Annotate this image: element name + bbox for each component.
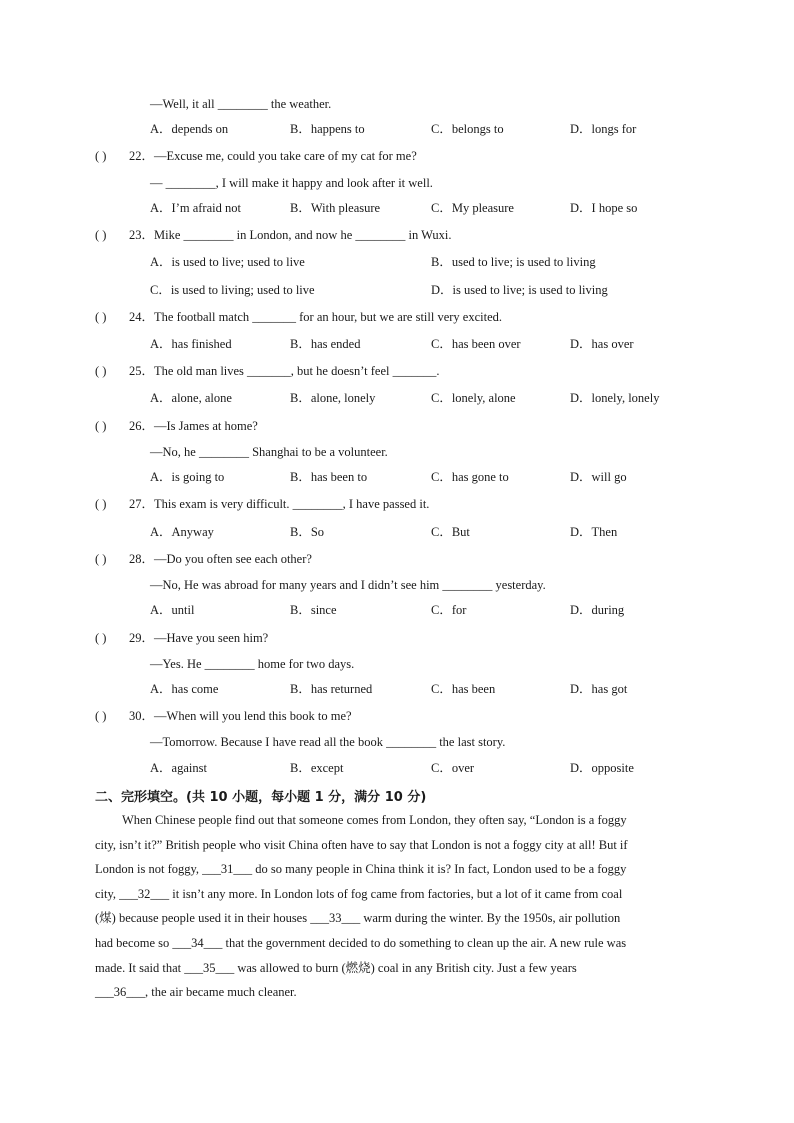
- q30-stem: [95, 708, 352, 724]
- q23-stem: [95, 227, 452, 243]
- q27-option-a: A．Anyway: [150, 525, 214, 539]
- q24-option-c: C．has been over: [431, 337, 521, 351]
- answer-blank: ( ): [95, 552, 107, 566]
- q29-stem: [95, 630, 268, 646]
- q25-option-a: A．alone, alone: [150, 391, 232, 405]
- q23-option-a: A．is used to live; used to live: [150, 255, 305, 269]
- passage-line: (煤) because people used it in their houses ___33___ warm during the winter. By the 1950s, air pollution: [95, 911, 621, 926]
- q24-option-d: D．has over: [570, 337, 634, 351]
- question-text: This exam is very difficult. ________, I have passed it.: [154, 497, 430, 511]
- q26-option-c: C．has gone to: [431, 470, 509, 484]
- passage-line: city, isn’t it?” British people who visit China often have to say that London is not a foggy city at all! But if: [95, 837, 628, 852]
- q21-option-d: D．longs for: [570, 122, 637, 136]
- cloze-passage: [95, 808, 695, 1005]
- answer-blank: ( ): [95, 149, 107, 163]
- q25-stem: [95, 363, 440, 379]
- q23-option-b: B．used to live; is used to living: [431, 255, 596, 269]
- passage-line: ___36___, the air became much cleaner.: [95, 985, 297, 1000]
- q28-option-d: D．during: [570, 603, 625, 617]
- q28-option-c: C．for: [431, 603, 467, 617]
- q22-option-c: C．My pleasure: [431, 201, 514, 215]
- q22-stem: [95, 148, 417, 164]
- answer-blank: ( ): [95, 631, 107, 645]
- question-text: —Is James at home?: [154, 419, 258, 433]
- q29-option-d: D．has got: [570, 682, 628, 696]
- question-text: —Have you seen him?: [154, 631, 269, 645]
- question-number: 28．: [129, 552, 155, 566]
- q28-response: —No, He was abroad for many years and I didn’t see him ________ yesterday.: [150, 578, 546, 592]
- q30-option-b: B．except: [290, 761, 344, 775]
- question-text: —Do you often see each other?: [154, 552, 312, 566]
- passage-line: London is not foggy, ___31___ do so many people in China think it is? In fact, London used to be a foggy: [95, 862, 627, 877]
- answer-blank: ( ): [95, 709, 107, 723]
- q28-stem: [95, 551, 312, 567]
- q25-option-c: C．lonely, alone: [431, 391, 516, 405]
- question-number: 29．: [129, 631, 155, 645]
- question-text: —Excuse me, could you take care of my cat for me?: [154, 149, 417, 163]
- answer-blank: ( ): [95, 364, 107, 378]
- q26-response: —No, he ________ Shanghai to be a volunteer.: [150, 445, 388, 459]
- q27-option-d: D．Then: [570, 525, 618, 539]
- q29-option-b: B．has returned: [290, 682, 373, 696]
- answer-blank: ( ): [95, 497, 107, 511]
- q28-option-a: A．until: [150, 603, 195, 617]
- q23-option-d: D．is used to live; is used to living: [431, 283, 608, 297]
- question-number: 22．: [129, 149, 155, 163]
- q22-option-a: A．I’m afraid not: [150, 201, 241, 215]
- question-number: 25．: [129, 364, 155, 378]
- passage-line: made. It said that ___35___ was allowed to burn (燃烧) coal in any British city. Just a few years: [95, 960, 577, 975]
- q26-option-a: A．is going to: [150, 470, 225, 484]
- q29-option-a: A．has come: [150, 682, 219, 696]
- q21-option-b: B．happens to: [290, 122, 365, 136]
- passage-line: city, ___32___ it isn’t any more. In London lots of fog came from factories, but a lot of it came from coal: [95, 886, 623, 901]
- q30-response: —Tomorrow. Because I have read all the book ________ the last story.: [150, 735, 506, 749]
- section-heading: 二、完形填空。(共 10 小题，每小题 1 分，满分 10 分): [95, 790, 427, 805]
- q25-option-d: D．lonely, lonely: [570, 391, 660, 405]
- q21-option-c: C．belongs to: [431, 122, 504, 136]
- q21-option-a: A．depends on: [150, 122, 229, 136]
- q22-option-b: B．With pleasure: [290, 201, 381, 215]
- question-number: 26．: [129, 419, 155, 433]
- question-text: —When will you lend this book to me?: [154, 709, 352, 723]
- q26-option-b: B．has been to: [290, 470, 368, 484]
- q28-option-b: B．since: [290, 603, 337, 617]
- q22-option-d: D．I hope so: [570, 201, 638, 215]
- q21-response: —Well, it all ________ the weather.: [150, 97, 332, 111]
- question-number: 30．: [129, 709, 155, 723]
- question-text: The old man lives _______, but he doesn’t feel _______.: [154, 364, 440, 378]
- q26-option-d: D．will go: [570, 470, 627, 484]
- q24-option-a: A．has finished: [150, 337, 232, 351]
- answer-blank: ( ): [95, 310, 107, 324]
- q27-option-b: B．So: [290, 525, 325, 539]
- q27-option-c: C．But: [431, 525, 470, 539]
- q23-option-c: C．is used to living; used to live: [150, 283, 315, 297]
- passage-line: When Chinese people find out that someone comes from London, they often say, “London is a foggy: [122, 813, 627, 827]
- q22-response: — ________, I will make it happy and look after it well.: [150, 176, 433, 190]
- q25-option-b: B．alone, lonely: [290, 391, 376, 405]
- question-text: The football match _______ for an hour, but we are still very excited.: [154, 310, 503, 324]
- q27-stem: [95, 496, 429, 512]
- q26-stem: [95, 418, 258, 434]
- q24-stem: [95, 309, 502, 325]
- question-text: Mike ________ in London, and now he ________ in Wuxi.: [154, 228, 452, 242]
- q29-response: —Yes. He ________ home for two days.: [150, 657, 355, 671]
- question-number: 27．: [129, 497, 155, 511]
- q29-option-c: C．has been: [431, 682, 496, 696]
- q30-option-d: D．opposite: [570, 761, 634, 775]
- passage-line: had become so ___34___ that the government decided to do something to clean up the air. A new rule was: [95, 935, 627, 950]
- q24-option-b: B．has ended: [290, 337, 361, 351]
- q30-option-a: A．against: [150, 761, 207, 775]
- answer-blank: ( ): [95, 419, 107, 433]
- question-number: 24．: [129, 310, 155, 324]
- q30-option-c: C．over: [431, 761, 475, 775]
- question-number: 23．: [129, 228, 155, 242]
- answer-blank: ( ): [95, 228, 107, 242]
